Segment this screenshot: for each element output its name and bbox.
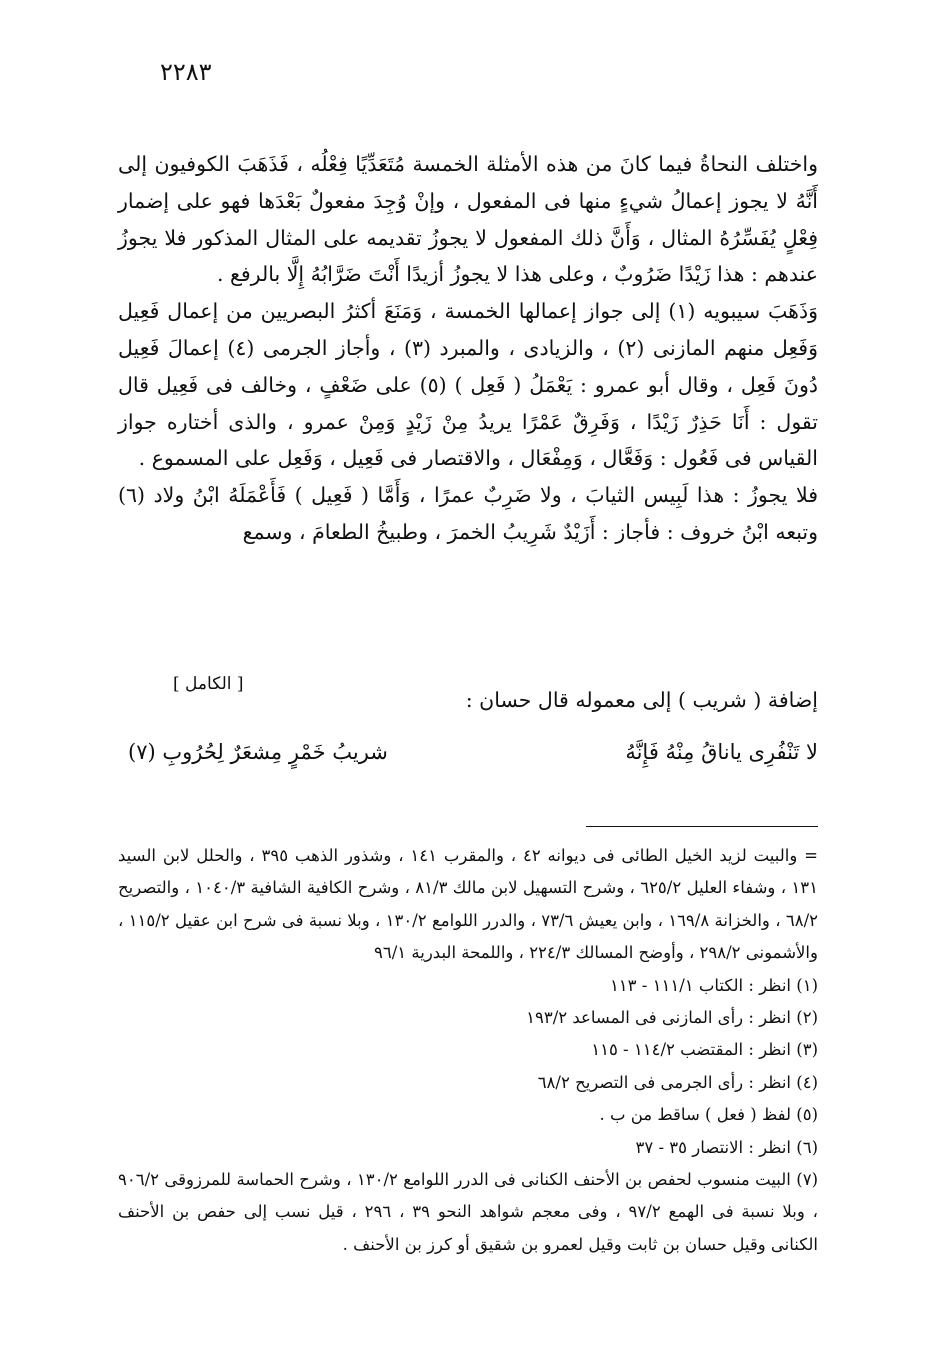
footnote: (١) انظر : الكتاب ١١١/١ - ١١٣ — [609, 975, 818, 995]
paragraph: واختلف النحاةُ فيما كانَ من هذه الأمثلة الخمسة مُتَعَدِّيًا فِعْلُه ، فَذَهَبَ الكوفيون إلى أَنَّهُ لا يجوز إعمالُ شيءٍ منها فى المفعول ، وإنْ وُجِدَ مفعولٌ بَعْدَها فهو على إضمار فِعْلٍ يُفَسِّرُهُ المثال ، وَأَنَّ ذلك المفعول لا يجوزُ تقديمه على المثال المذكور فلا يجوزُ عندهم : هذا زَيْدًا ضَرُوبٌ ، وعلى هذا لا يجوزُ أزيدًا أَنْتَ ضَرَّابُهُ إِلَّا بالرفع . — [118, 152, 818, 287]
footnote: (٥) لفظ ( فعل ) ساقط من ب . — [599, 1105, 818, 1125]
verse-second-hemistich: شريبُ خَمْرٍ مِشعَرٌ لِحُرُوبِ (٧) — [128, 740, 388, 764]
paragraph: وَذَهَبَ سيبويه (١) إلى جواز إعمالها الخمسة ، وَمَنَعَ أكثرُ البصريين من إعمال فَعِيل وَفَعِل منهم المازنى (٢) ، والزيادى ، والمبرد (٣) ، وأجاز الجرمى (٤) إعمالَ فَعِيل دُونَ فَعِل ، وقال أبو عمرو : يَعْمَلُ ( فَعِل ) (٥) على ضَعْفٍ ، وخالف فى فَعِيل قال تقول : أَنَا حَذِرٌ زَيْدًا ، وَفَرِقٌ عَمْرًا يريدُ مِنْ زَيْدٍ وَمِنْ عمرو ، والذى أختاره جواز القياس فى فَعُول : وَفَعَّال ، وَمِفْعَال ، والاقتصار فى فَعِيل ، وَفَعِل على المسموع . — [118, 299, 819, 471]
verse-intro — [118, 674, 818, 724]
verse-meter: [ الكامل ] — [173, 674, 244, 694]
main-text — [118, 146, 818, 551]
footnote: (٤) انظر : رأى الجرمى فى التصريح ٦٨/٢ — [537, 1072, 818, 1092]
verse-intro-text: إضافة ( شريب ) إلى معموله قال حسان : — [465, 688, 818, 712]
verse-first-hemistich: لا تَنْفُرِى ياناقُ مِنْهُ فَإِنَّهُ — [625, 740, 818, 764]
footnotes — [118, 840, 818, 1261]
poetry-verse — [118, 740, 818, 780]
paragraph: فلا يجوزُ : هذا لَبِيس الثيابَ ، ولا ضَرِبٌ عمرًا ، وَأَمَّا ( فَعِيل ) فَأَعْمَلَهُ ابْنُ ولاد (٦) وتبعه ابْنُ خروف : فأجاز : أَزَيْدٌ شَرِيبُ الخمرَ ، وطبيخُ الطعامَ ، وسمع — [118, 483, 818, 544]
footnote: (٢) انظر : رأى المازنى فى المساعد ١٩٣/٢ — [526, 1008, 818, 1028]
page-number: ٢٢٨٣ — [160, 58, 212, 86]
footnote-continuation: = والبيت لزيد الخيل الطائى فى ديوانه ٤٢ ، والمقرب ١٤١ ، وشذور الذهب ٣٩٥ ، والحلل لابن السيد ١٣١ ، وشفاء العليل ٦٢٥/٢ ، وشرح التسهيل لابن مالك ٨١/٣ ، وشرح الكافية الشافية ١٠٤٠/٣ ، والتصريح ٦٨/٢ ، والخزانة ١٦٩/٨ ، وابن يعيش ٧٣/٦ ، والدرر اللوامع ١٣٠/٢ ، وبلا نسبة فى شرح ابن عقيل ١١٥/٢ ، والأشمونى ٢٩٨/٢ ، وأوضح المسالك ٢٢٤/٣ ، واللمحة البدرية ٩٦/١ — [118, 846, 819, 963]
footnote: (٣) انظر : المقتضب ١١٤/٢ - ١١٥ — [591, 1040, 818, 1060]
footnote: (٦) انظر : الانتصار ٣٥ - ٣٧ — [635, 1137, 818, 1157]
footnote: (٧) البيت منسوب لحفص بن الأحنف الكنانى فى الدرر اللوامع ١٣٠/٢ ، وشرح الحماسة للمرزوقى ٩٠٦/٢ ، وبلا نسبة فى الهمع ٩٧/٢ ، وفى معجم شواهد النحو ٣٩ ، ٢٩٦ ، قيل نسب إلى حفص بن الأحنف الكنانى وقيل حسان بن ثابت وقيل لعمرو بن شقيق أو كرز بن الأحنف . — [118, 1170, 819, 1254]
footnote-divider — [586, 826, 818, 827]
